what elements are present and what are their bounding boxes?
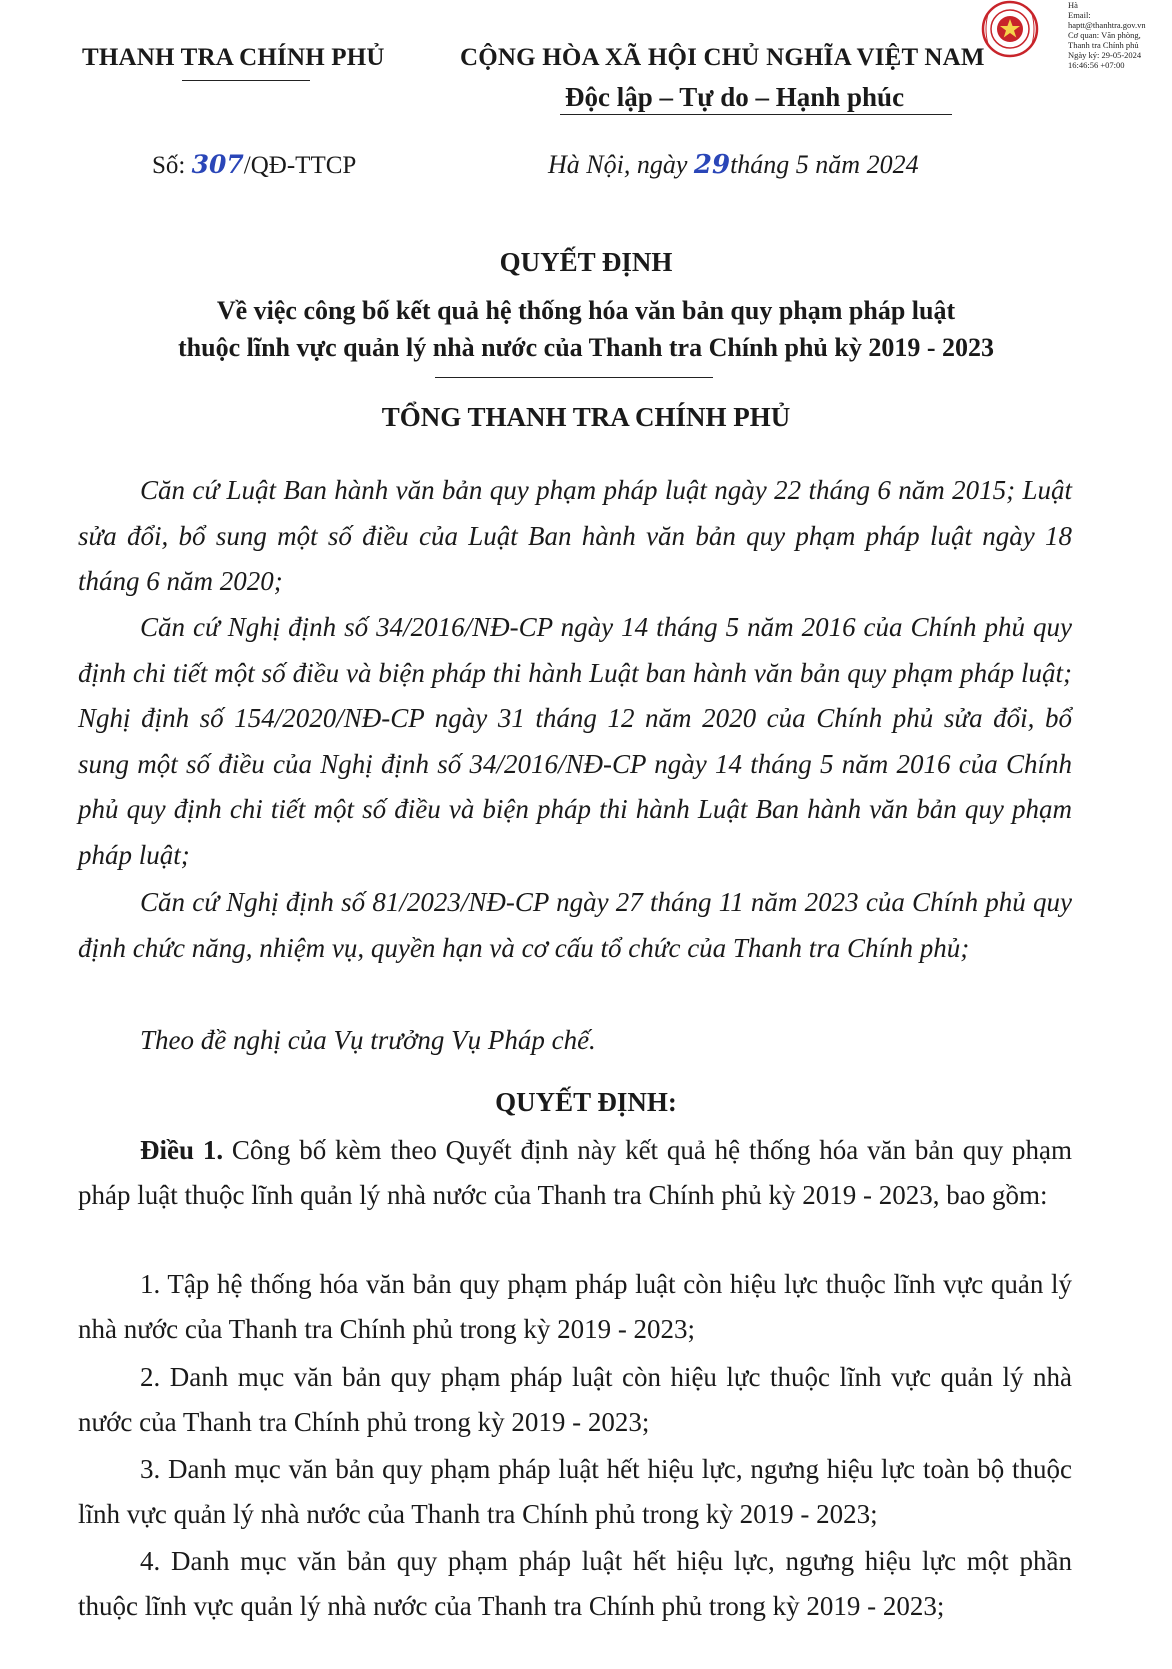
state-emblem-seal-icon <box>980 0 1040 58</box>
issuer-authority: TỔNG THANH TRA CHÍNH PHỦ <box>381 402 791 432</box>
date-day-handwritten: 29 <box>693 150 731 180</box>
preamble-paragraph: Căn cứ Luật Ban hành văn bản quy phạm pháp luật ngày 22 tháng 6 năm 2015; Luật sửa đổi, bổ sung một số điều của Luật Ban hành văn bản quy phạm pháp luật ngày 18 tháng 6 năm 2020; <box>78 475 1072 596</box>
signature-line: haptt@thanhtra.gov.vn <box>1068 20 1146 30</box>
article-1-label: Điều 1. <box>140 1135 224 1165</box>
article-1-text: Công bố kèm theo Quyết định này kết quả hệ thống hóa văn bản quy phạm pháp luật thuộc lĩnh quản lý nhà nước của Thanh tra Chính phủ kỳ 2019 - 2023, bao gồm: <box>78 1135 1073 1210</box>
preamble-paragraph: Theo đề nghị của Vụ trưởng Vụ Pháp chế. <box>140 1025 596 1055</box>
national-motto: Độc lập – Tự do – Hạnh phúc <box>565 82 905 112</box>
signature-line: Thanh tra Chính phủ <box>1068 40 1139 50</box>
article-1-paragraph <box>78 1128 1072 1218</box>
document-number <box>152 150 356 180</box>
subject-line-1: Về việc công bố kết quả hệ thống hóa văn bản quy phạm pháp luật <box>216 296 956 325</box>
signature-line: Cơ quan: Văn phòng, <box>1068 30 1141 40</box>
issuing-organization: THANH TRA CHÍNH PHỦ <box>82 44 385 71</box>
signature-line: Hà <box>1068 0 1078 10</box>
date-suffix: tháng 5 năm 2024 <box>730 150 919 179</box>
decision-heading: QUYẾT ĐỊNH: <box>495 1087 677 1117</box>
motto-underline <box>560 114 952 115</box>
article-1-item: 3. Danh mục văn bản quy phạm pháp luật hết hiệu lực, ngưng hiệu lực toàn bộ thuộc lĩnh vực quản lý nhà nước của Thanh tra Chính phủ trong kỳ 2019 - 2023; <box>78 1454 1072 1529</box>
signature-line: Email: <box>1068 10 1091 20</box>
title-divider <box>435 377 713 378</box>
national-title: CỘNG HÒA XÃ HỘI CHỦ NGHĨA VIỆT NAM <box>460 44 985 71</box>
document-type-title: QUYẾT ĐỊNH <box>499 247 673 277</box>
subject-line-2: thuộc lĩnh vực quản lý nhà nước của Thanh tra Chính phủ kỳ 2019 - 2023 <box>178 333 994 362</box>
doc-number-suffix: /QĐ-TTCP <box>243 152 357 179</box>
organization-underline <box>182 80 310 81</box>
date-prefix: Hà Nội, ngày <box>548 150 694 179</box>
doc-number-prefix: Số: <box>152 152 192 179</box>
article-1-item: 1. Tập hệ thống hóa văn bản quy phạm pháp luật còn hiệu lực thuộc lĩnh vực quản lý nhà nước của Thanh tra Chính phủ trong kỳ 2019 - 2023; <box>78 1269 1072 1344</box>
article-1-item: 4. Danh mục văn bản quy phạm pháp luật hết hiệu lực, ngưng hiệu lực một phần thuộc lĩnh vực quản lý nhà nước của Thanh tra Chính phủ trong kỳ 2019 - 2023; <box>78 1546 1072 1621</box>
preamble-paragraph: Căn cứ Nghị định số 34/2016/NĐ-CP ngày 14 tháng 5 năm 2016 của Chính phủ quy định chi tiết một số điều và biện pháp thi hành Luật ban hành văn bản quy phạm pháp luật; Nghị định số 154/2020/NĐ-CP ngày 31 tháng 12 năm 2020 của Chính phủ sửa đổi, bổ sung một số điều của Nghị định số 34/2016/NĐ-CP ngày 14 tháng 5 năm 2016 của Chính phủ quy định chi tiết một số điều và biện pháp thi hành Luật Ban hành văn bản quy phạm pháp luật; <box>78 612 1072 870</box>
signature-line: 16:46:56 +07:00 <box>1068 60 1125 70</box>
digital-signature-info <box>1068 0 1172 70</box>
signature-line: Ngày ký: 29-05-2024 <box>1068 50 1142 60</box>
place-and-date <box>548 150 919 180</box>
preamble-paragraph: Căn cứ Nghị định số 81/2023/NĐ-CP ngày 27 tháng 11 năm 2023 của Chính phủ quy định chức năng, nhiệm vụ, quyền hạn và cơ cấu tổ chức của Thanh tra Chính phủ; <box>78 887 1072 963</box>
doc-number-handwritten: 307 <box>191 150 244 179</box>
article-1-item: 2. Danh mục văn bản quy phạm pháp luật còn hiệu lực thuộc lĩnh vực quản lý nhà nước của Thanh tra Chính phủ trong kỳ 2019 - 2023; <box>78 1362 1072 1437</box>
